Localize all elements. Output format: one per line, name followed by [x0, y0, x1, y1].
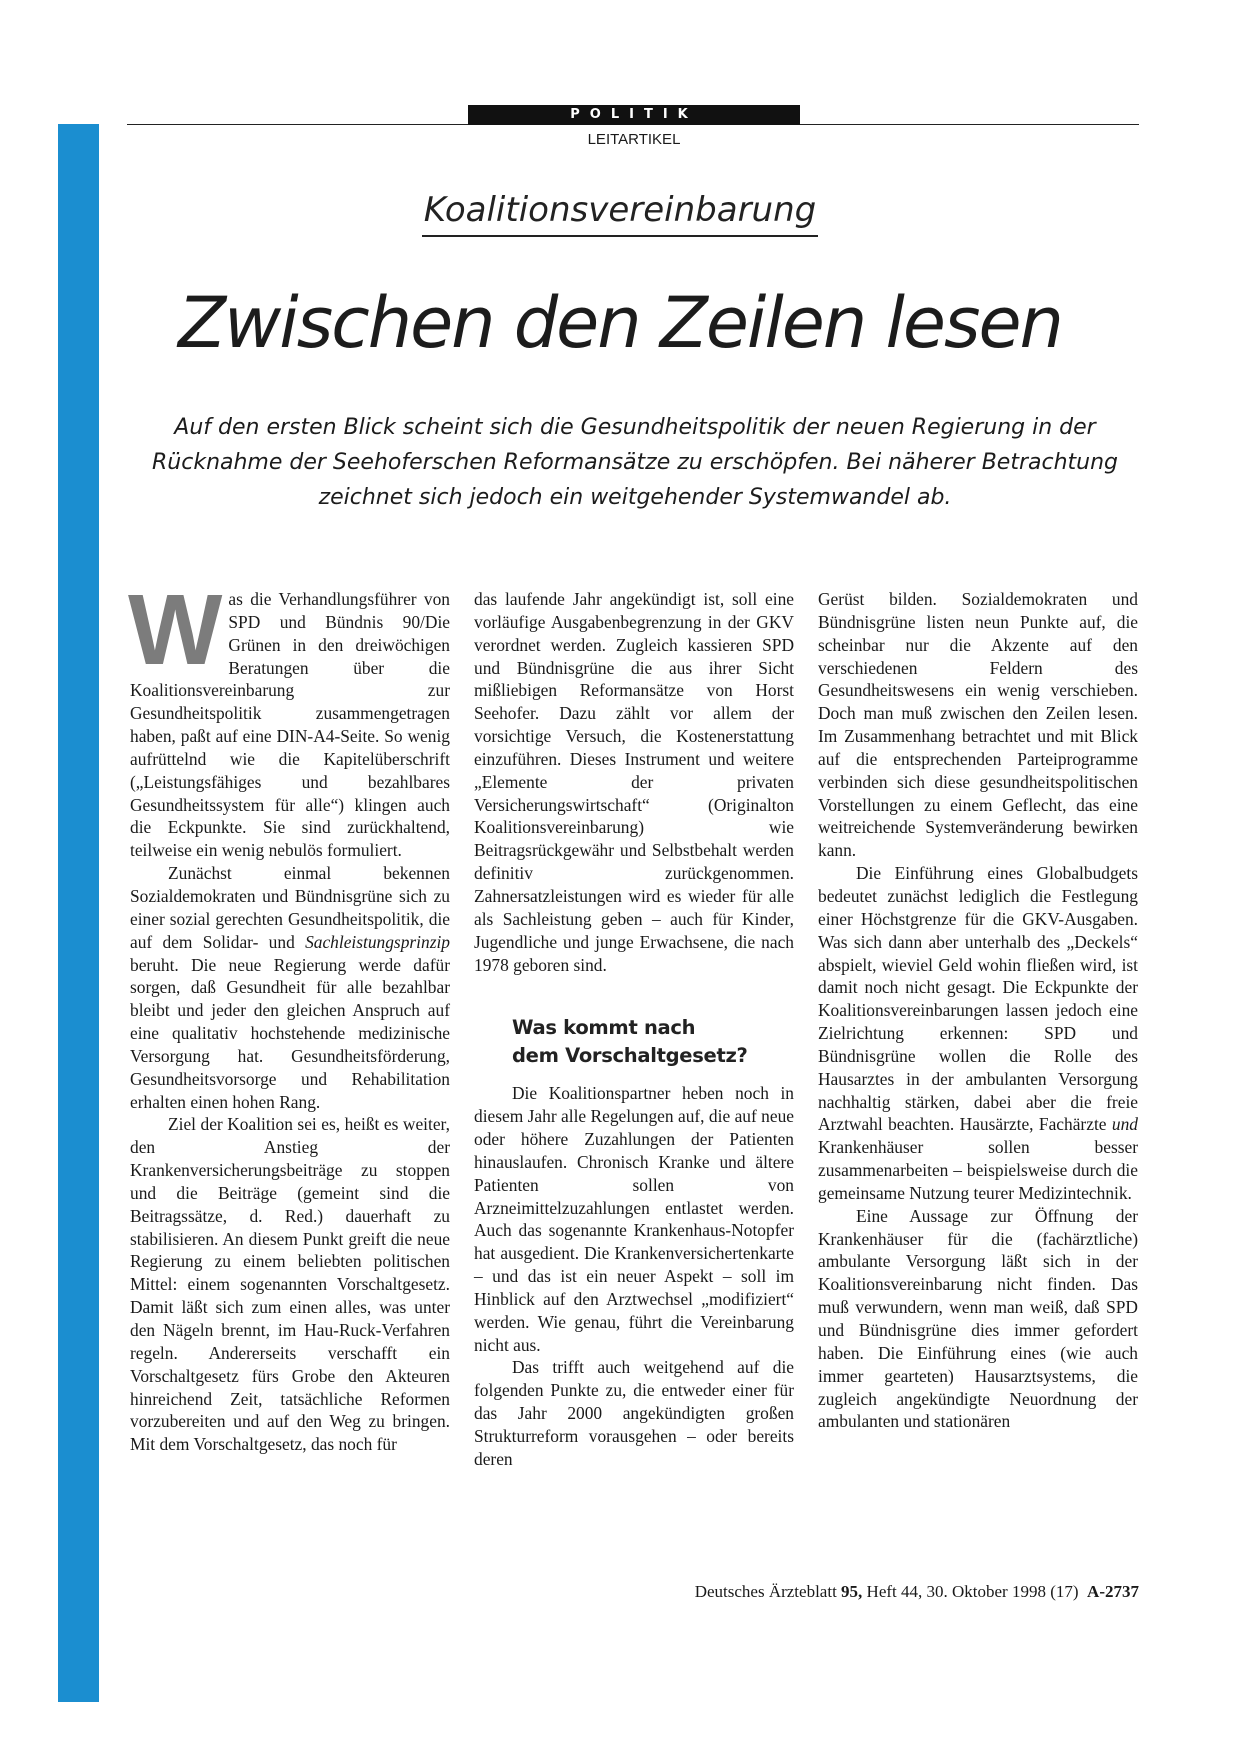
- subheading-line: Was kommt nach: [512, 1016, 696, 1040]
- paragraph: [128, 574, 450, 862]
- paragraph-text: as die Verhandlungsführer von SPD und Bündnis 90/Die Grünen in den dreiwöchigen Beratungen über die Koalitionsvereinbarung zur Gesundheitspolitik zusammengetragen haben, paßt auf eine DIN-A4-Seite. So wenig aufrüttelnd wie die Kapitelüberschrift („Leistungsfähiges und bezahlbares Gesundheitssystem für alle“) klingen auch die Eckpunkte. Sie sind zurückhaltend, teilweise ein wenig nebulös formuliert.: [130, 589, 450, 861]
- emphasis-text: Sachleistungsprinzip: [305, 931, 450, 952]
- kicker-wrapper: [0, 190, 1240, 237]
- subheading-line: dem Vorschaltgesetz?: [512, 1044, 748, 1068]
- article-lead: Auf den ersten Blick scheint sich die Gesundheitspolitik der neuen Regierung in der Rücknahme der Seehoferschen Reformansätze zu erschöpfen. Bei näherer Betrachtung zeichnet sich jedoch ein weitgehender Systemwandel ab.: [152, 415, 1118, 510]
- article-title: Zwischen den Zeilen lesen: [178, 282, 1062, 364]
- drop-cap: W: [128, 574, 223, 686]
- text-column-2: [474, 588, 794, 1471]
- text-column-1: [128, 574, 450, 1456]
- journal-volume: 95,: [841, 1582, 863, 1601]
- paragraph: [818, 862, 1138, 1205]
- article-kicker: Koalitionsvereinbarung: [422, 190, 818, 237]
- paragraph-text: Die Einführung eines Globalbudgets bedeutet zunächst lediglich die Festlegung einer Höchstgrenze für die GKV-Ausgaben. Was sich dann aber unterhalb des „Deckels“ abspielt, wieviel Geld wohin fließen wird, ist damit noch nicht gesagt. Die Eckpunkte der Koalitionsvereinbarungen lassen jedoch eine Zielrichtung erkennen: SPD und Bündnisgrüne wollen die Rolle des Hausarztes in der ambulanten Versorgung nachhaltig stärken, dabei aber die freie Arztwahl beachten. Hausärzte, Fachärzte: [818, 863, 1138, 1135]
- paragraph: Eine Aussage zur Öffnung der Krankenhäuser für die (fachärztliche) ambulante Versorgung läßt sich in der Koalitionsvereinbarung nicht finden. Das muß verwundern, wenn man weiß, daß SPD und Bündnisgrüne dies immer gefordert haben. Die Einführung eines (wie auch immer gearteten) Hausarztsystems, die zugleich angekündigte Neuordnung der ambulanten und stationären: [818, 1205, 1138, 1432]
- subsection-label: LEITARTIKEL: [587, 131, 681, 148]
- page-number: A-2737: [1087, 1582, 1139, 1601]
- paragraph: Ziel der Koalition sei es, heißt es weiter, den Anstieg der Krankenversicherungsbeiträge zu stoppen und die Beiträge (gemeint sind die Beitragssätze, d. Red.) dauerhaft zu stabilisieren. An diesem Punkt greift die neue Regierung zu einem beliebten politischen Mittel: einem sogenannten Vorschaltgesetz. Damit läßt sich zum einen alles, was unter den Nägeln brennt, im Hau-Ruck-Verfahren regeln. Andererseits verschafft ein Vorschaltgesetz fürs Grobe den Akteuren hinreichend Zeit, tatsächliche Reformen vorzubereiten und auf den Weg zu bringen. Mit dem Vorschaltgesetz, das noch für: [130, 1114, 450, 1455]
- page-footer: [695, 1582, 1139, 1602]
- section-label: POLITIK: [468, 105, 800, 125]
- page-header: [127, 105, 1139, 148]
- paragraph: das laufende Jahr angekündigt ist, soll eine vorläufige Ausgabenbegrenzung in der GKV verordnet werden. Zugleich kassieren SPD und Bündnisgrüne die aus ihrer Sicht mißliebigen Reformansätze von Horst Seehofer. Dazu zählt vor allem der vorsichtige Versuch, die Kostenerstattung einzuführen. Dieses Instrument und weitere „Elemente der privaten Versicherungswirtschaft“ (Originalton Koalitionsvereinbarung) wie Beitragsrückgewähr und Selbstbehalt werden definitiv zurückgenommen. Zahnersatzleistungen wird es wieder für alle als Sachleistung geben – auch für Kinder, Jugendliche und junge Erwachsene, die nach 1978 geboren sind.: [474, 589, 794, 975]
- text-column-3: [818, 588, 1138, 1433]
- paragraph-text: Krankenhäuser sollen besser zusammenarbeiten – beispielsweise durch die gemeinsame Nutzung teurer Medizintechnik.: [818, 1137, 1138, 1203]
- emphasis-text: und: [1111, 1114, 1138, 1135]
- paragraph: [130, 862, 450, 1113]
- subheading: [512, 1014, 794, 1070]
- journal-name: Deutsches Ärzteblatt: [694, 1582, 837, 1601]
- paragraph-text: Zunächst einmal bekennen Sozialdemokraten und Bündnisgrüne sich zu einer sozial gerechten Gesundheitspolitik, die auf dem Solidar- und: [130, 863, 450, 952]
- paragraph: Die Koalitionspartner heben noch in diesem Jahr alle Regelungen auf, die auf neue oder höhere Zuzahlungen der Patienten hinauslaufen. Chronisch Kranke und ältere Patienten sollen von Arzneimittelzuzahlungen entlastet werden. Auch das sogenannte Krankenhaus-Notopfer hat ausgedient. Die Krankenversichertenkarte – und das ist ein neuer Aspekt – soll im Hinblick auf den Arztwechsel „modifiziert“ werden. Wie genau, führt die Vereinbarung nicht aus.: [474, 1083, 794, 1355]
- paragraph: Gerüst bilden. Sozialdemokraten und Bündnisgrüne listen neun Punkte auf, die scheinbar nur die Akzente auf den verschiedenen Feldern des Gesundheitswesens ein wenig verschieben. Doch man muß zwischen den Zeilen lesen. Im Zusammenhang betrachtet und mit Blick auf die entsprechenden Parteiprogramme verbinden sich diese gesundheitspolitischen Vorstellungen zu einem Geflecht, das eine weitreichende Systemveränderung bewirken kann.: [818, 589, 1138, 861]
- paragraph: Das trifft auch weitgehend auf die folgenden Punkte zu, die entweder einer für das Jahr 2000 angekündigten großen Strukturreform vorausgehen – oder bereits deren: [474, 1357, 794, 1469]
- issue-info: Heft 44, 30. Oktober 1998 (17): [866, 1582, 1079, 1601]
- paragraph-text: beruht. Die neue Regierung werde dafür sorgen, daß Gesundheit für alle bezahlbar bleibt und jeder den gleichen Anspruch auf eine qualitativ hochstehende medizinische Versorgung hat. Gesundheitsförderung, Gesundheitsvorsorge und Rehabilitation erhalten einen hohen Rang.: [130, 954, 450, 1112]
